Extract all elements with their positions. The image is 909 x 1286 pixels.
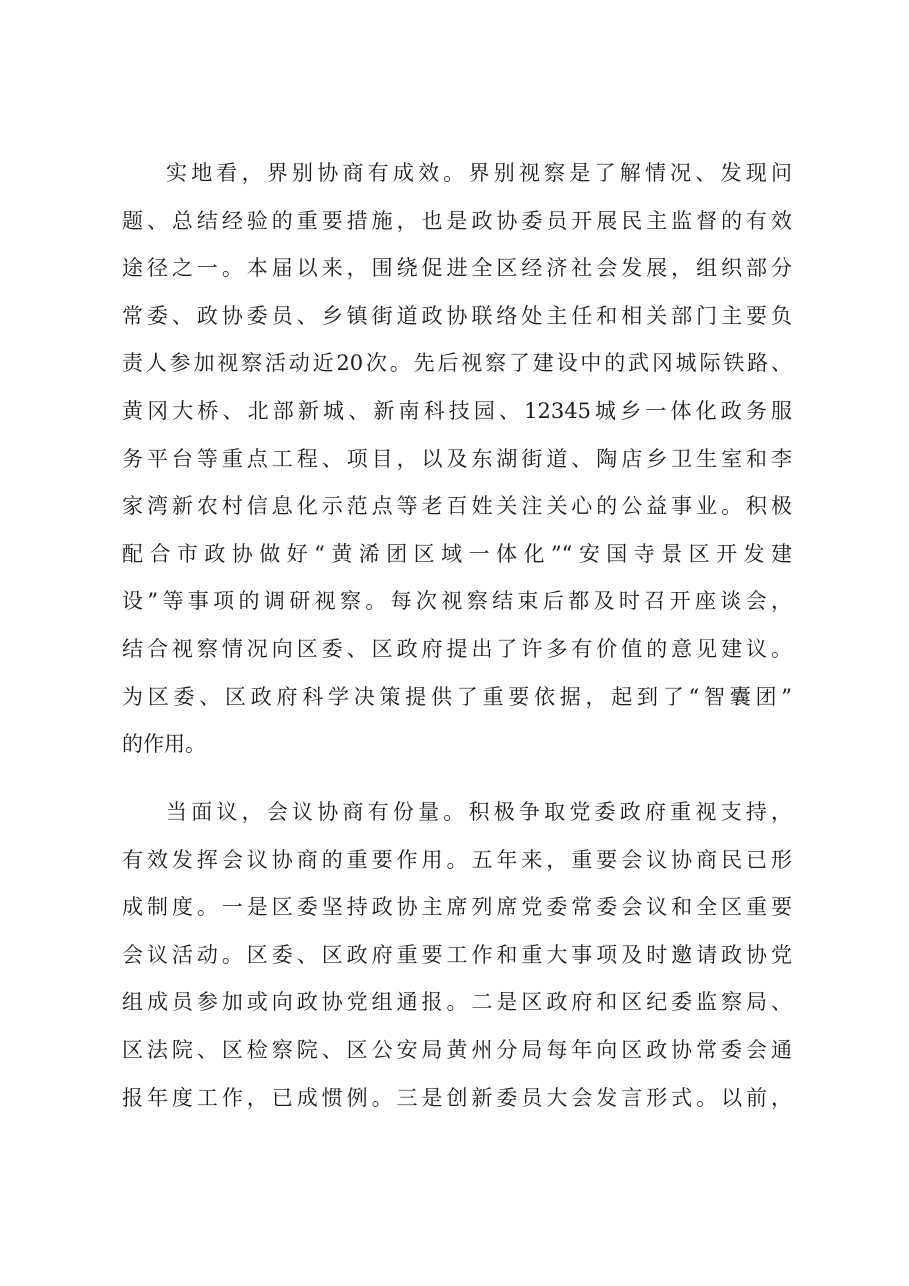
paragraph-line: 报年度工作，已成惯例。三是创新委员大会发言形式。以前， xyxy=(122,1085,792,1110)
paragraph-line: 设”等事项的调研视察。每次视察结束后都及时召开座谈会， xyxy=(122,589,792,614)
paragraph-line: 责人参加视察活动近20次。先后视察了建设中的武冈城际铁路、 xyxy=(122,351,792,376)
paragraph-line: 成制度。一是区委坚持政协主席列席党委常委会议和全区重要 xyxy=(122,895,792,920)
paragraph-line: 黄冈大桥、北部新城、新南科技园、12345城乡一体化政务服 xyxy=(122,398,792,423)
paragraph-line: 组成员参加或向政协党组通报。二是区政府和区纪委监察局、 xyxy=(122,990,792,1015)
paragraph-line: 当面议，会议协商有份量。积极争取党委政府重视支持， xyxy=(166,800,792,824)
paragraph-line: 会议活动。区委、区政府重要工作和重大事项及时邀请政协党 xyxy=(122,942,792,967)
paragraph-line: 常委、政协委员、乡镇街道政协联络处主任和相关部门主要负 xyxy=(122,303,792,328)
paragraph-line: 有效发挥会议协商的重要作用。五年来，重要会议协商民已形 xyxy=(122,847,792,872)
paragraph-line: 为区委、区政府科学决策提供了重要依据，起到了“智囊团” xyxy=(122,684,792,709)
paragraph-line: 配合市政协做好“黄浠团区域一体化”“安国寺景区开发建 xyxy=(122,541,792,566)
paragraph-line: 结合视察情况向区委、区政府提出了许多有价值的意见建议。 xyxy=(122,636,792,661)
paragraph-line: 务平台等重点工程、项目，以及东湖街道、陶店乡卫生室和李 xyxy=(122,446,792,471)
paragraph-line: 题、总结经验的重要措施，也是政协委员开展民主监督的有效 xyxy=(122,208,792,233)
paragraph-meeting-consultation xyxy=(122,801,792,1134)
paragraph-line: 区法院、区检察院、区公安局黄州分局每年向区政协常委会通 xyxy=(122,1037,792,1062)
paragraph-line: 的作用。 xyxy=(122,732,206,757)
paragraph-field-inspection xyxy=(122,162,792,781)
paragraph-line: 实地看，界别协商有成效。界别视察是了解情况、发现问 xyxy=(166,161,792,185)
paragraph-line: 途径之一。本届以来，围绕促进全区经济社会发展，组织部分 xyxy=(122,256,792,281)
paragraph-line: 家湾新农村信息化示范点等老百姓关注关心的公益事业。积极 xyxy=(122,494,792,519)
